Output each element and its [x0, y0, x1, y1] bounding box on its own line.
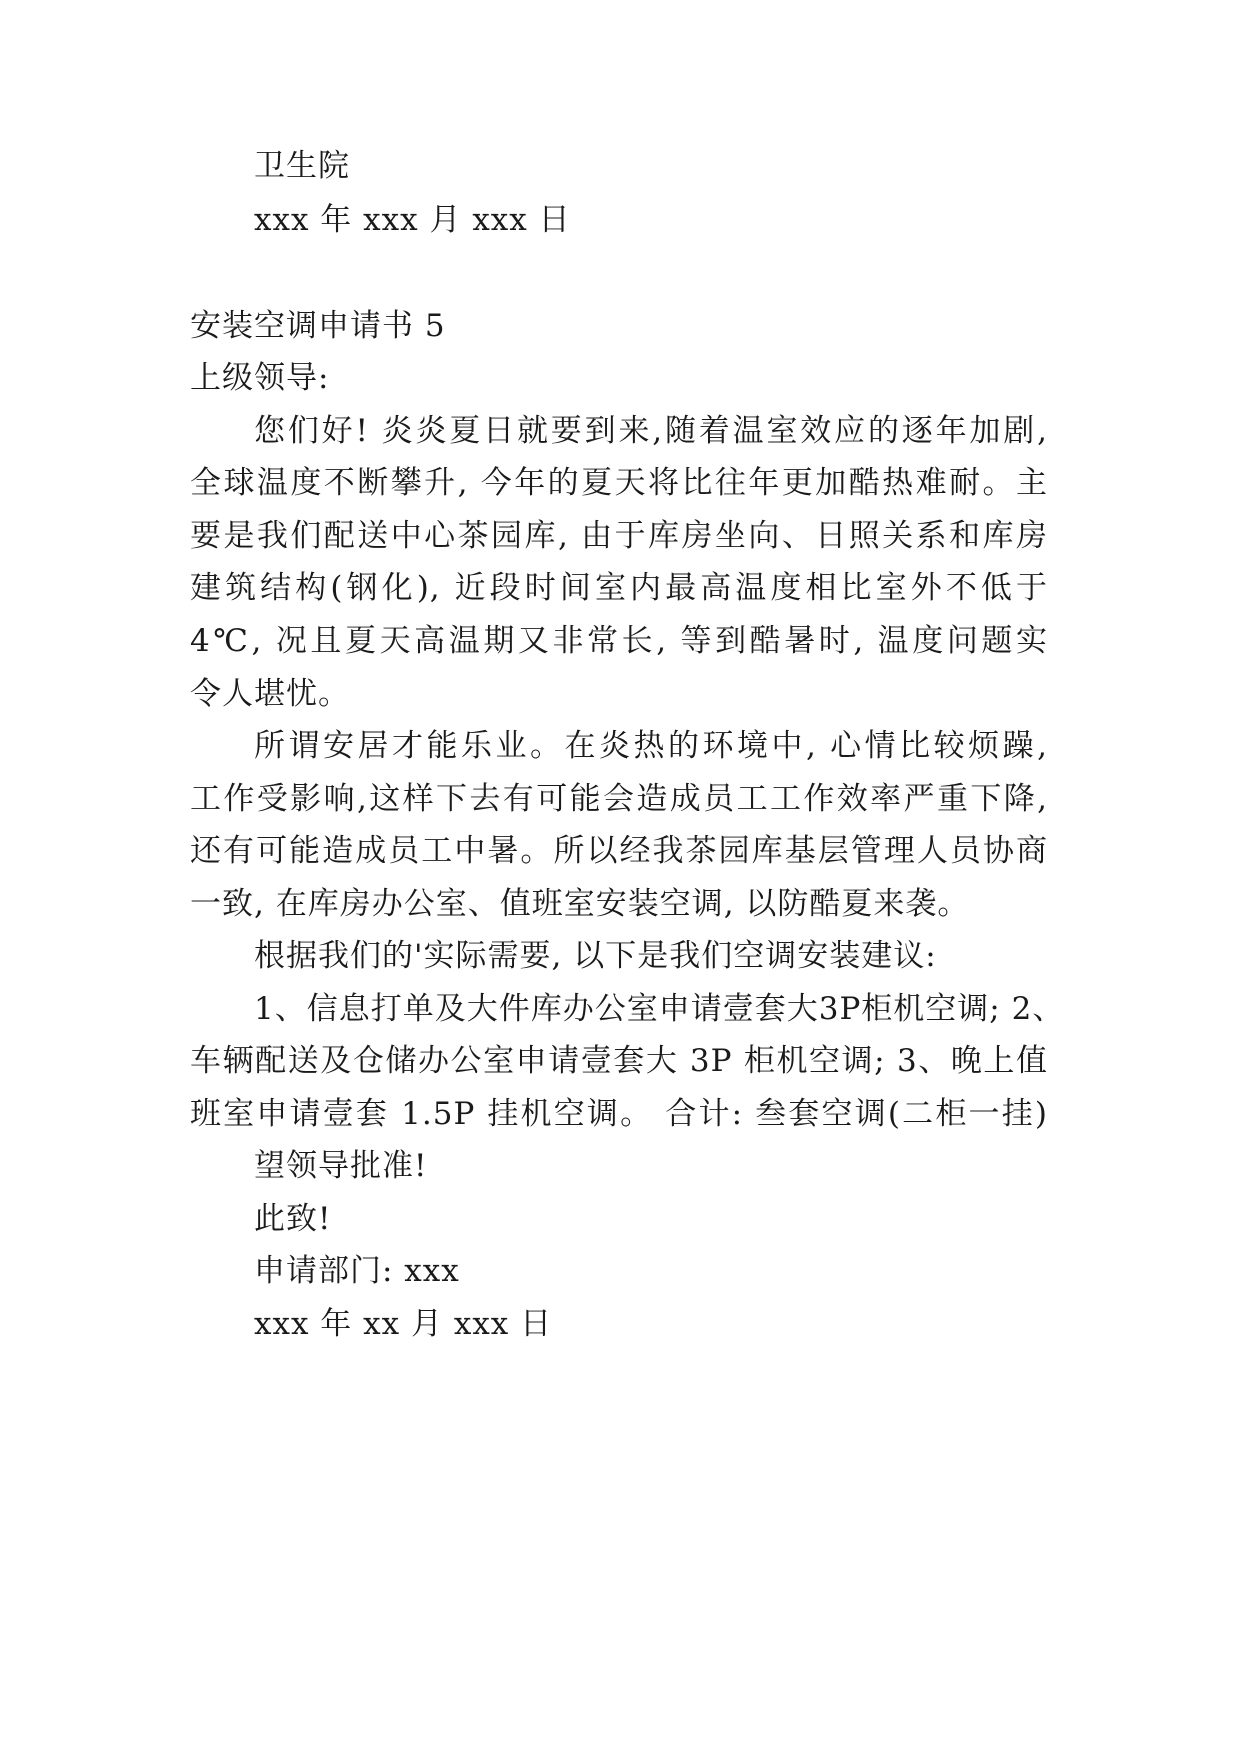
paragraph1-line: 全球温度不断攀升, 今年的夏天将比往年更加酷热难耐。主: [190, 465, 1048, 501]
paragraph3: 根据我们的'实际需要, 以下是我们空调安装建议:: [254, 938, 937, 974]
paragraph4-line: 1、信息打单及大件库办公室申请壹套大3P柜机空调; 2、: [254, 991, 1065, 1027]
letter-date: xxx 年 xx 月 xxx 日: [254, 1306, 553, 1342]
paragraph2-line: 还有可能造成员工中暑。所以经我茶园库基层管理人员协商: [190, 833, 1048, 869]
previous-signature-org: 卫生院: [254, 148, 350, 184]
paragraph1-line: 建筑结构(钢化), 近段时间室内最高温度相比室外不低于: [190, 570, 1048, 606]
paragraph1-line: 您们好! 炎炎夏日就要到来,随着温室效应的逐年加剧,: [254, 413, 1048, 449]
previous-signature-date: xxx 年 xxx 月 xxx 日: [254, 202, 571, 238]
paragraph1-line: 要是我们配送中心茶园库, 由于库房坐向、日照关系和库房: [190, 518, 1048, 554]
closing-salute: 此致!: [254, 1201, 332, 1237]
paragraph2-line: 所谓安居才能乐业。在炎热的环境中, 心情比较烦躁,: [254, 728, 1048, 764]
paragraph4-line: 班室申请壹套 1.5P 挂机空调。 合计: 叁套空调(二柜一挂): [190, 1096, 1048, 1132]
paragraph1-line: 4℃, 况且夏天高温期又非常长, 等到酷暑时, 温度问题实: [190, 623, 1048, 659]
closing-request: 望领导批准!: [254, 1148, 428, 1184]
paragraph4-line: 车辆配送及仓储办公室申请壹套大 3P 柜机空调; 3、晚上值: [190, 1043, 1048, 1079]
paragraph2-line: 一致, 在库房办公室、值班室安装空调, 以防酷夏来袭。: [190, 886, 970, 922]
applicant-department: 申请部门: xxx: [254, 1253, 460, 1289]
paragraph1-line: 令人堪忧。: [190, 676, 350, 712]
letter-title: 安装空调申请书 5: [190, 308, 446, 344]
paragraph2-line: 工作受影响,这样下去有可能会造成员工工作效率严重下降,: [190, 781, 1048, 817]
letter-salutation: 上级领导:: [190, 360, 330, 396]
